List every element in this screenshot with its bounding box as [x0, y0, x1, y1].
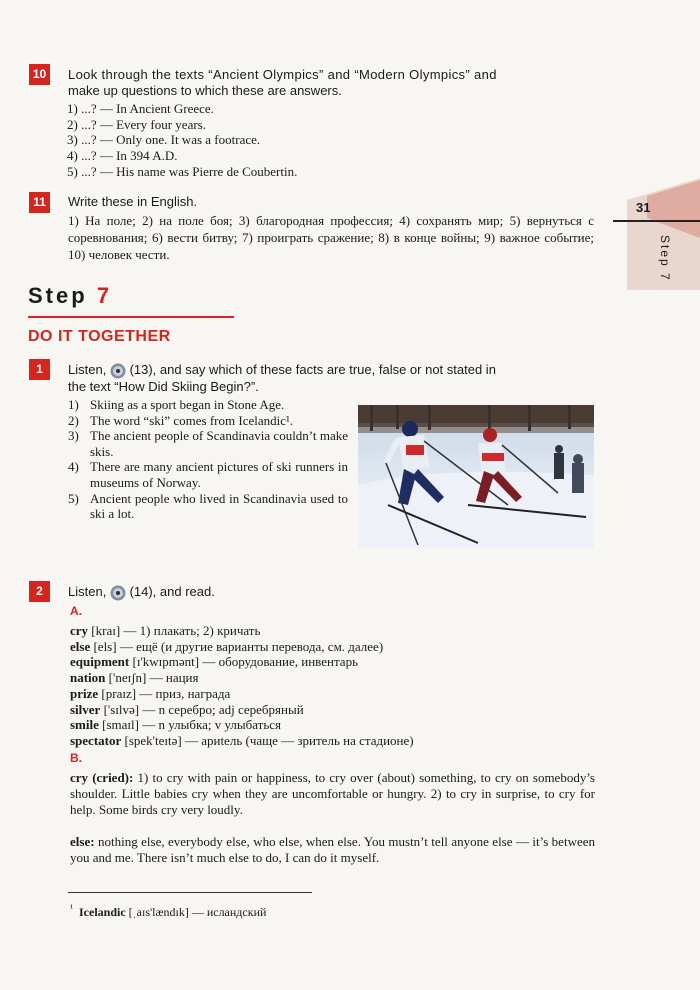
- audio-disc-icon: [110, 585, 126, 601]
- exercise-2-instruction: Listen, (14), and read.: [68, 584, 215, 599]
- audio-disc-icon: [110, 363, 126, 379]
- fact-item: 3) The ancient people of Scandinavia couldn’t make skis.: [68, 428, 348, 459]
- fact-item: 5) Ancient people who lived in Scandinavia used to ski a lot.: [68, 490, 348, 522]
- exercise-11-badge: 11: [29, 192, 50, 213]
- skiers-photo: [358, 405, 594, 548]
- vocab-entry: prize [praɪz] — приз, награда: [70, 685, 231, 701]
- vocab-entry: smile [smaɪl] — n улыбка; v улыбаться: [70, 717, 282, 733]
- answer-item: 4) ...? — In 394 A.D.: [67, 148, 178, 164]
- exercise-11-text: 1) На поле; 2) на поле боя; 3) благородная профессия; 4) сохранять мир; 5) вернуться с соревнования; 6) вести битву; 7) проиграть сражение; 8) в конце войны; 9) важное событие; 10) человек чести.: [68, 213, 594, 262]
- step-heading: Step 7: [28, 283, 113, 308]
- exercise-1-badge: 1: [29, 359, 50, 380]
- page-number: 31: [636, 200, 651, 215]
- fact-item: 4) There are many ancient pictures of ski runners in museums of Norway.: [68, 459, 348, 490]
- exercise-1-facts: [68, 397, 348, 522]
- exercise-10-answers: [67, 101, 297, 180]
- vocab-entry: equipment [ɪ'kwɪpmənt] — оборудование, инвентарь: [70, 654, 358, 670]
- answer-item: 1) ...? — In Ancient Greece.: [67, 101, 214, 116]
- vocab-entry: silver ['sɪlvə] — n серебро; adj серебряный: [70, 701, 304, 717]
- side-tab-label: Step 7: [658, 235, 672, 282]
- answer-item: 5) ...? — His name was Pierre de Coubertin.: [67, 163, 298, 179]
- fact-item: 1) Skiing as a sport began in Stone Age.: [68, 397, 285, 412]
- vocab-entry: cry [kraɪ] — 1) плакать; 2) кричать: [70, 623, 261, 638]
- vocab-entry: spectator [spek'teɪtə] — ариtель (чаще — зритель на стадионе): [70, 732, 414, 748]
- exercise-10-instruction: Look through the texts “Ancient Olympics” and “Modern Olympics” and make up questions to which these are answers.: [68, 67, 497, 98]
- exercise-11-instruction: Write these in English.: [68, 194, 198, 209]
- section-b-label: B.: [70, 751, 82, 765]
- definition-cry: cry (cried): 1) to cry with pain or happiness, to cry over (about) something, to cry on somebody’s shoulder. Little babies cry when they are uncomfortable or hungry. 2) to cry in surprise, to cry for help. Some birds cry very loudly.: [70, 770, 595, 817]
- step-heading-rule: [28, 316, 234, 318]
- vocab-entry: else [els] — ещё (и другие варианты перевода, см. далее): [70, 638, 384, 654]
- section-title: DO IT TOGETHER: [28, 328, 171, 345]
- exercise-2-badge: 2: [29, 581, 50, 602]
- vocabulary-list: [70, 623, 414, 749]
- definition-else: else: nothing else, everybody else, who else, when else. You mustn’t tell anyone else — it’s between you and me. There isn’t much else to do, I can do it myself.: [70, 834, 595, 865]
- page-number-rule: [613, 220, 700, 222]
- exercise-10-badge: 10: [29, 64, 50, 85]
- section-a-label: A.: [70, 604, 82, 618]
- exercise-1-instruction: Listen, (13), and say which of these facts are true, false or not stated in the text “How Did Skiing Begin?”.: [68, 362, 496, 394]
- footnote: $^{^1}$ Icelandic [ˌaɪs'lændɪk] — исландский: [70, 903, 267, 919]
- answer-item: 3) ...? — Only one. It was a footrace.: [67, 132, 261, 148]
- answer-item: 2) ...? — Every four years.: [67, 116, 206, 132]
- fact-item: 2) The word “ski” comes from Icelandic¹.: [68, 412, 294, 428]
- vocab-entry: nation ['neɪʃn] — нация: [70, 670, 199, 686]
- footnote-rule: [68, 892, 312, 893]
